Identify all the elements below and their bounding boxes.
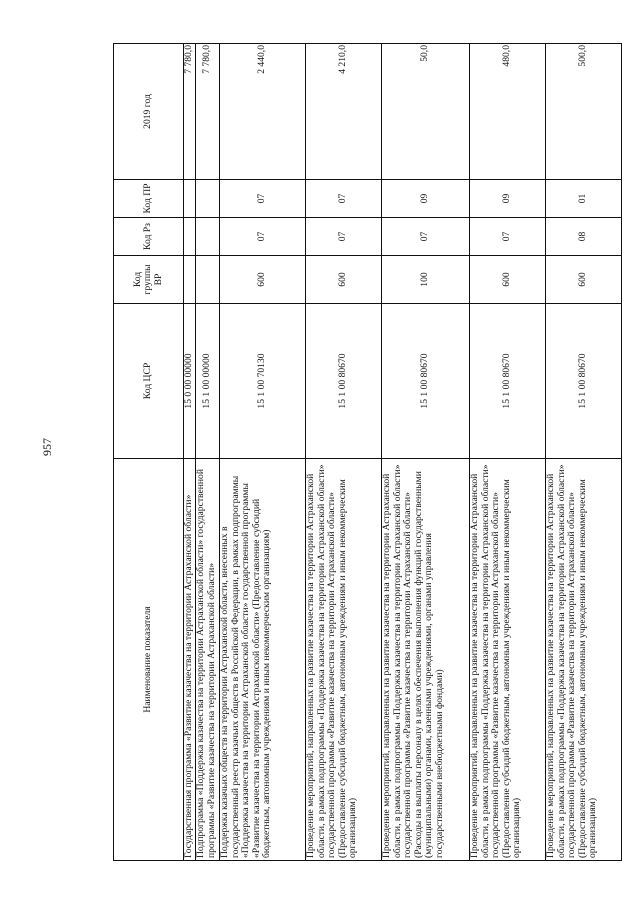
row-name: Проведение мероприятий, направленных на развитие казачества на территории Астраханской области, в рамках подпрограммы «Поддержка казачества на территории Астраханской области» государственной программы «Развитие казачества на территории Астраханской области» (Предоставление субсидий бюджетным, автономным учреждениям и иным некоммерческим организациям) <box>546 459 622 861</box>
row-name: Проведение мероприятий, направленных на развитие казачества на территории Астраханской области, в рамках подпрограммы «Поддержка казачества на территории Астраханской области» государственной программы «Развитие казачества на территории Астраханской области» (Предоставление субсидий бюджетным, автономным учреждениям и иным некоммерческим организациям) <box>470 459 546 861</box>
header-name: Наименование показателя <box>114 459 184 861</box>
row-value: 50,0 <box>382 44 470 180</box>
row-rz: 07 <box>382 218 470 256</box>
header-year: 2019 год <box>114 44 184 180</box>
row-rz: 07 <box>220 218 306 256</box>
row-name: Проведение мероприятий, направленных на развитие казачества на территории Астраханской области, в рамках подпрограммы «Поддержка казачества на территории Астраханской области» государственной программы «Развитие казачества на территории Астраханской области» (Расходы на выплаты персоналу в целях обеспечения выполнения функций государственными (муниципальными) органами, казенными учреждениями, органами управления государственными внебюджетными фондами) <box>382 459 470 861</box>
row-rz <box>196 218 220 256</box>
row-name: Поддержка казачьих обществ на территории Астраханской области, внесенных в государственный реестр казачьих обществ в Российской Федерации, в рамках подпрограммы «Поддержка казачества на территории Астраханской области» государственной программы «Развитие казачества на территории Астраханской области» (Предоставление субсидий бюджетным, автономным учреждениям и иным некоммерческим организациям) <box>220 459 306 861</box>
row-name: Подпрограмма «Поддержка казачества на территории Астраханской области» государственной программы «Развитие казачества на территории Астраханской области» <box>196 459 220 861</box>
row-pr <box>184 180 196 218</box>
row-csr: 15 1 00 00000 <box>196 304 220 459</box>
row-rz <box>184 218 196 256</box>
table-row <box>470 44 546 861</box>
row-rz: 07 <box>306 218 382 256</box>
page-number: 957 <box>40 438 54 456</box>
table-row <box>382 44 470 861</box>
table-row <box>546 44 622 861</box>
row-vr: 600 <box>220 256 306 304</box>
header-rz: Код Рз <box>114 218 184 256</box>
row-vr: 100 <box>382 256 470 304</box>
row-value: 7 780,0 <box>184 44 196 180</box>
row-csr: 15 1 00 80670 <box>470 304 546 459</box>
row-pr: 07 <box>306 180 382 218</box>
table-row <box>220 44 306 861</box>
row-value: 7 780,0 <box>196 44 220 180</box>
header-vr: Код группы ВР <box>114 256 184 304</box>
row-csr: 15 1 00 70130 <box>220 304 306 459</box>
row-value: 500,0 <box>546 44 622 180</box>
budget-table <box>113 43 622 861</box>
row-pr: 07 <box>220 180 306 218</box>
row-name: Государственная программа «Развитие казачества на территории Астраханской области» <box>184 459 196 861</box>
row-pr: 01 <box>546 180 622 218</box>
header-pr: Код ПР <box>114 180 184 218</box>
row-value: 4 210,0 <box>306 44 382 180</box>
row-vr <box>196 256 220 304</box>
row-value: 480,0 <box>470 44 546 180</box>
table-header-row <box>114 44 184 861</box>
budget-table-area <box>113 44 621 861</box>
row-vr: 600 <box>546 256 622 304</box>
row-vr: 600 <box>470 256 546 304</box>
table-row <box>196 44 220 861</box>
row-csr: 15 1 00 80670 <box>382 304 470 459</box>
row-csr: 15 1 00 80670 <box>546 304 622 459</box>
header-csr: Код ЦСР <box>114 304 184 459</box>
table-row <box>184 44 196 861</box>
table-row <box>306 44 382 861</box>
row-pr: 09 <box>470 180 546 218</box>
row-pr: 09 <box>382 180 470 218</box>
row-vr: 600 <box>306 256 382 304</box>
row-csr: 15 0 00 00000 <box>184 304 196 459</box>
row-rz: 08 <box>546 218 622 256</box>
row-pr <box>196 180 220 218</box>
row-value: 2 440,0 <box>220 44 306 180</box>
row-rz: 07 <box>470 218 546 256</box>
row-csr: 15 1 00 80670 <box>306 304 382 459</box>
row-name: Проведение мероприятий, направленных на развитие казачества на территории Астраханской области, в рамках подпрограммы «Поддержка казачества на территории Астраханской области» государственной программы «Развитие казачества на территории Астраханской области» (Предоставление субсидий бюджетным, автономным учреждениям и иным некоммерческим организациям) <box>306 459 382 861</box>
row-vr <box>184 256 196 304</box>
